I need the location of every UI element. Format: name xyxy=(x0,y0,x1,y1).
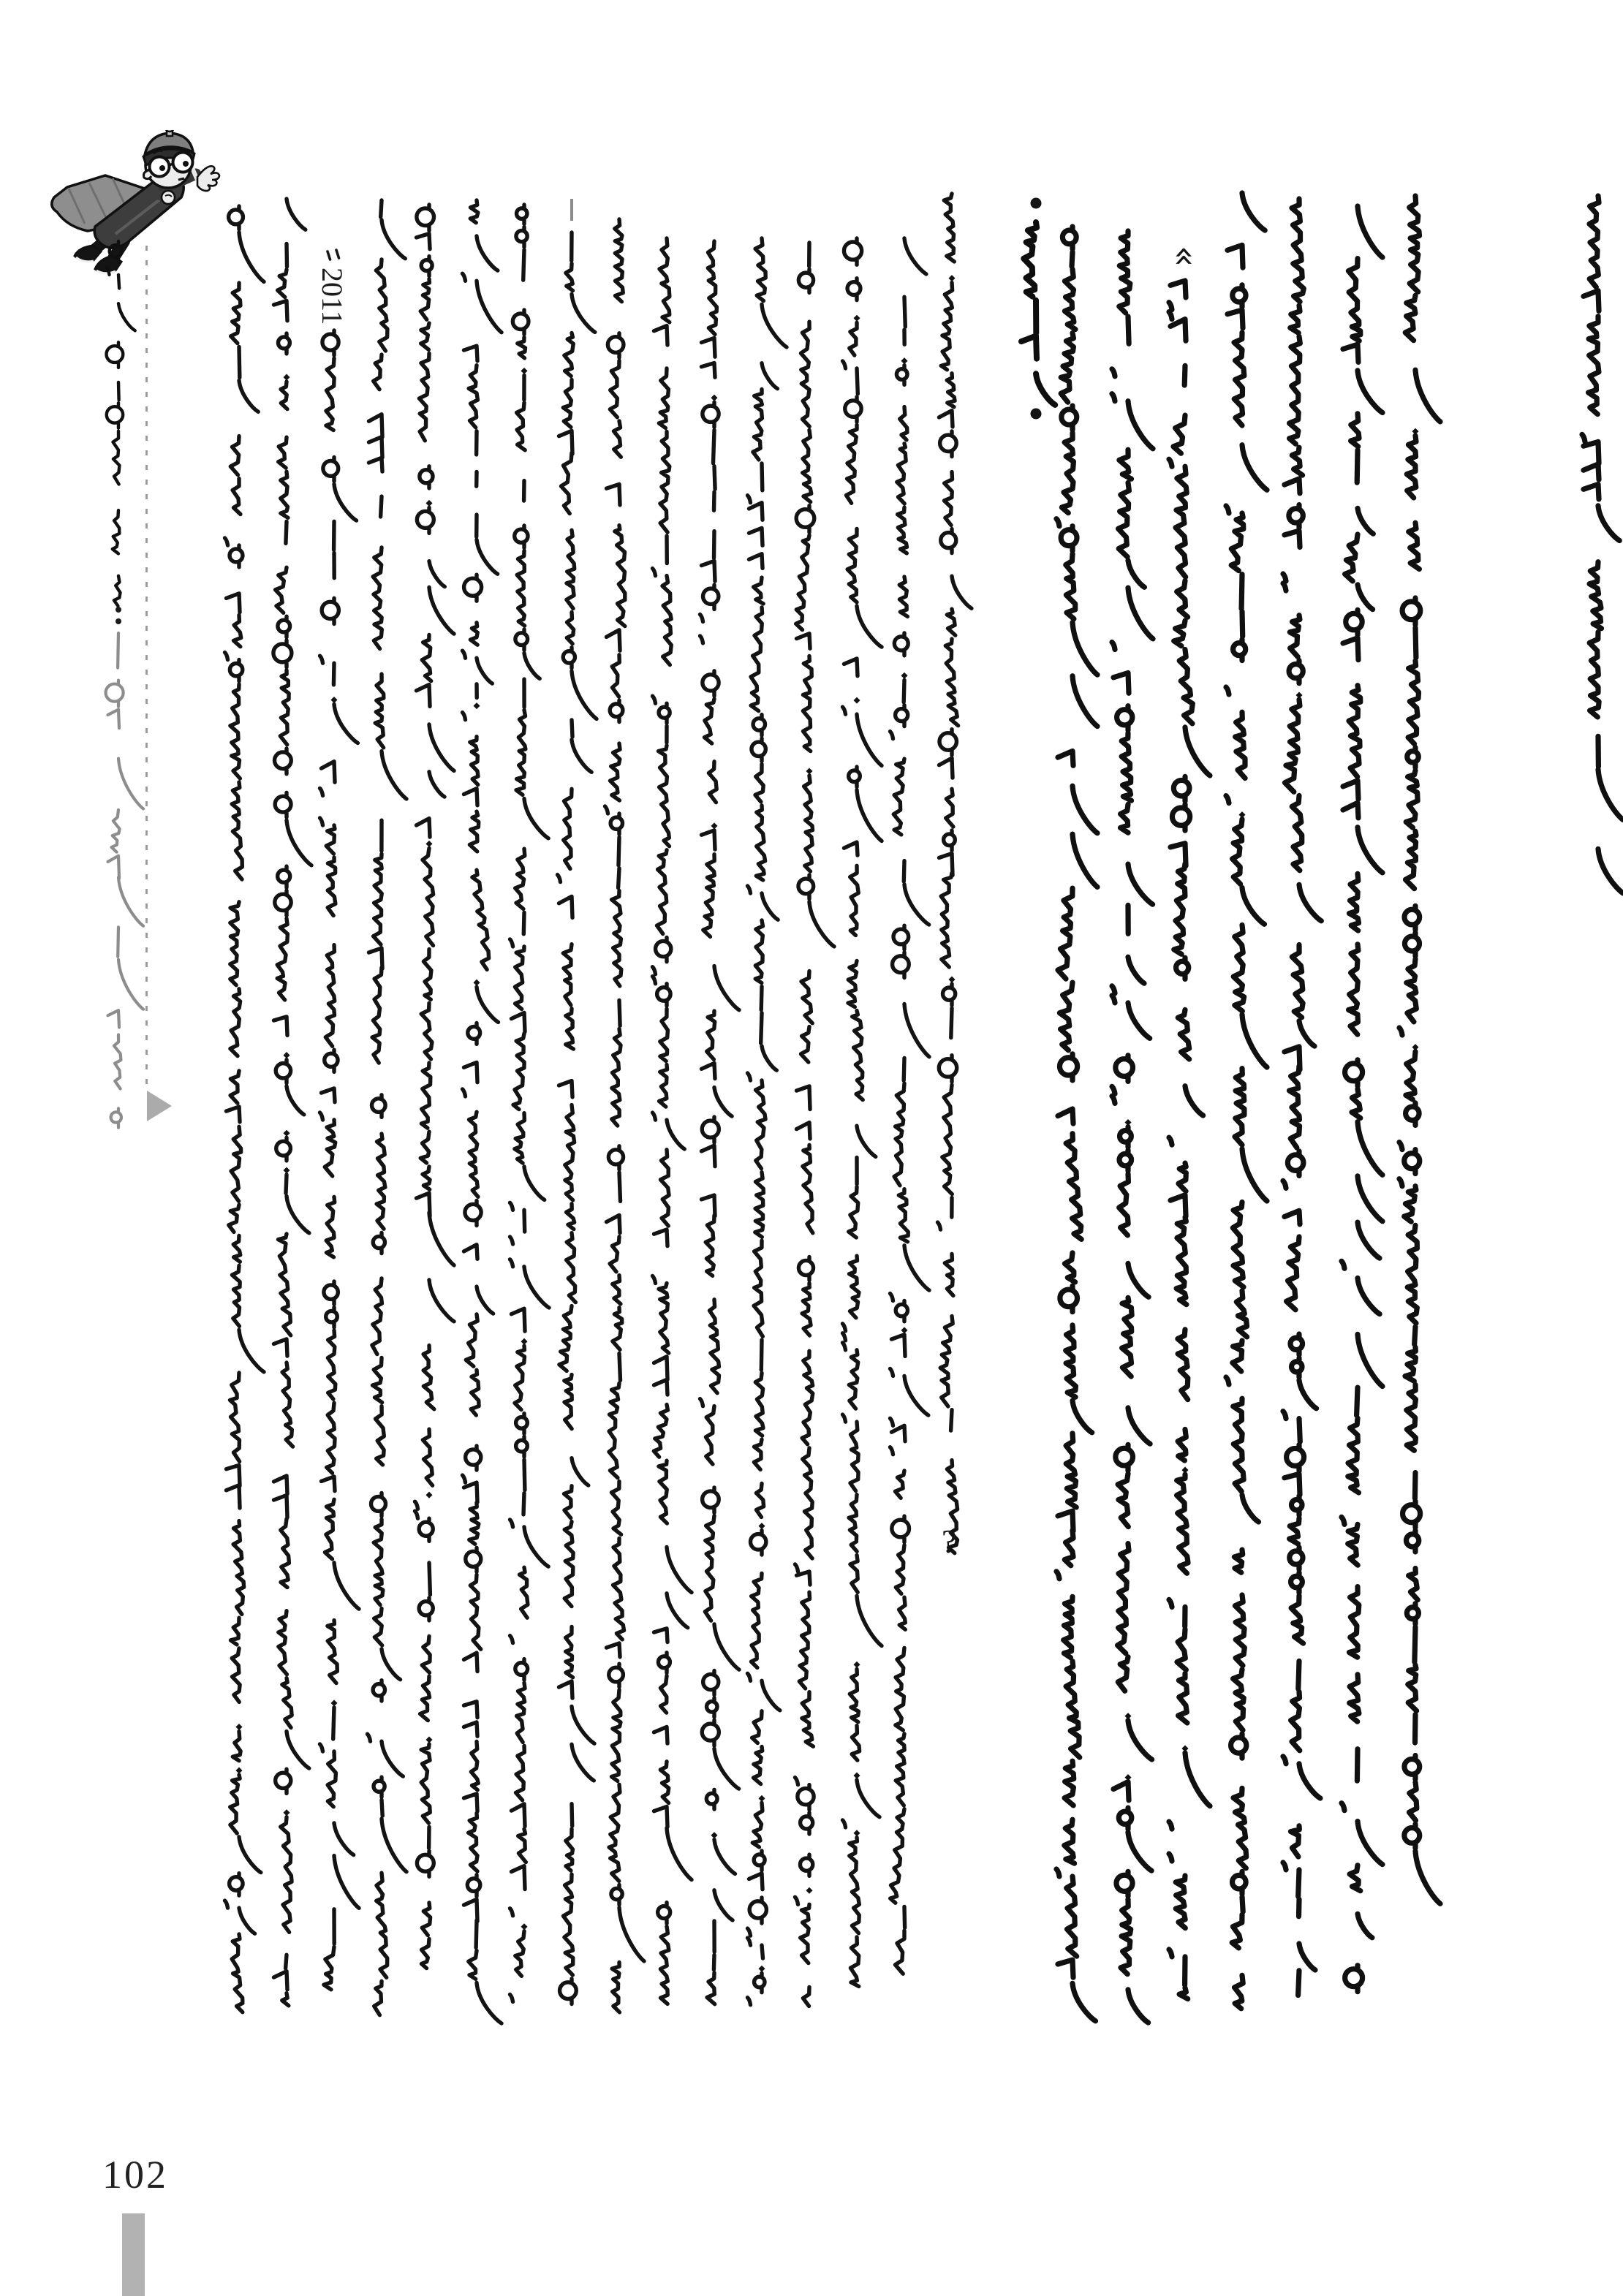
section-header-column xyxy=(1021,198,1055,420)
sidebar-masthead-column xyxy=(107,241,135,624)
svg-text:?: ? xyxy=(942,1523,957,1560)
left-text-block xyxy=(225,194,972,2023)
sidebar-subtitle-column xyxy=(106,633,143,1128)
svg-text:«: « xyxy=(1165,246,1206,268)
footer-bar xyxy=(122,2213,145,2296)
page-number: 102 xyxy=(102,2153,168,2197)
right-text-block xyxy=(1056,193,1623,2023)
svg-text:2011: 2011 xyxy=(316,268,349,325)
